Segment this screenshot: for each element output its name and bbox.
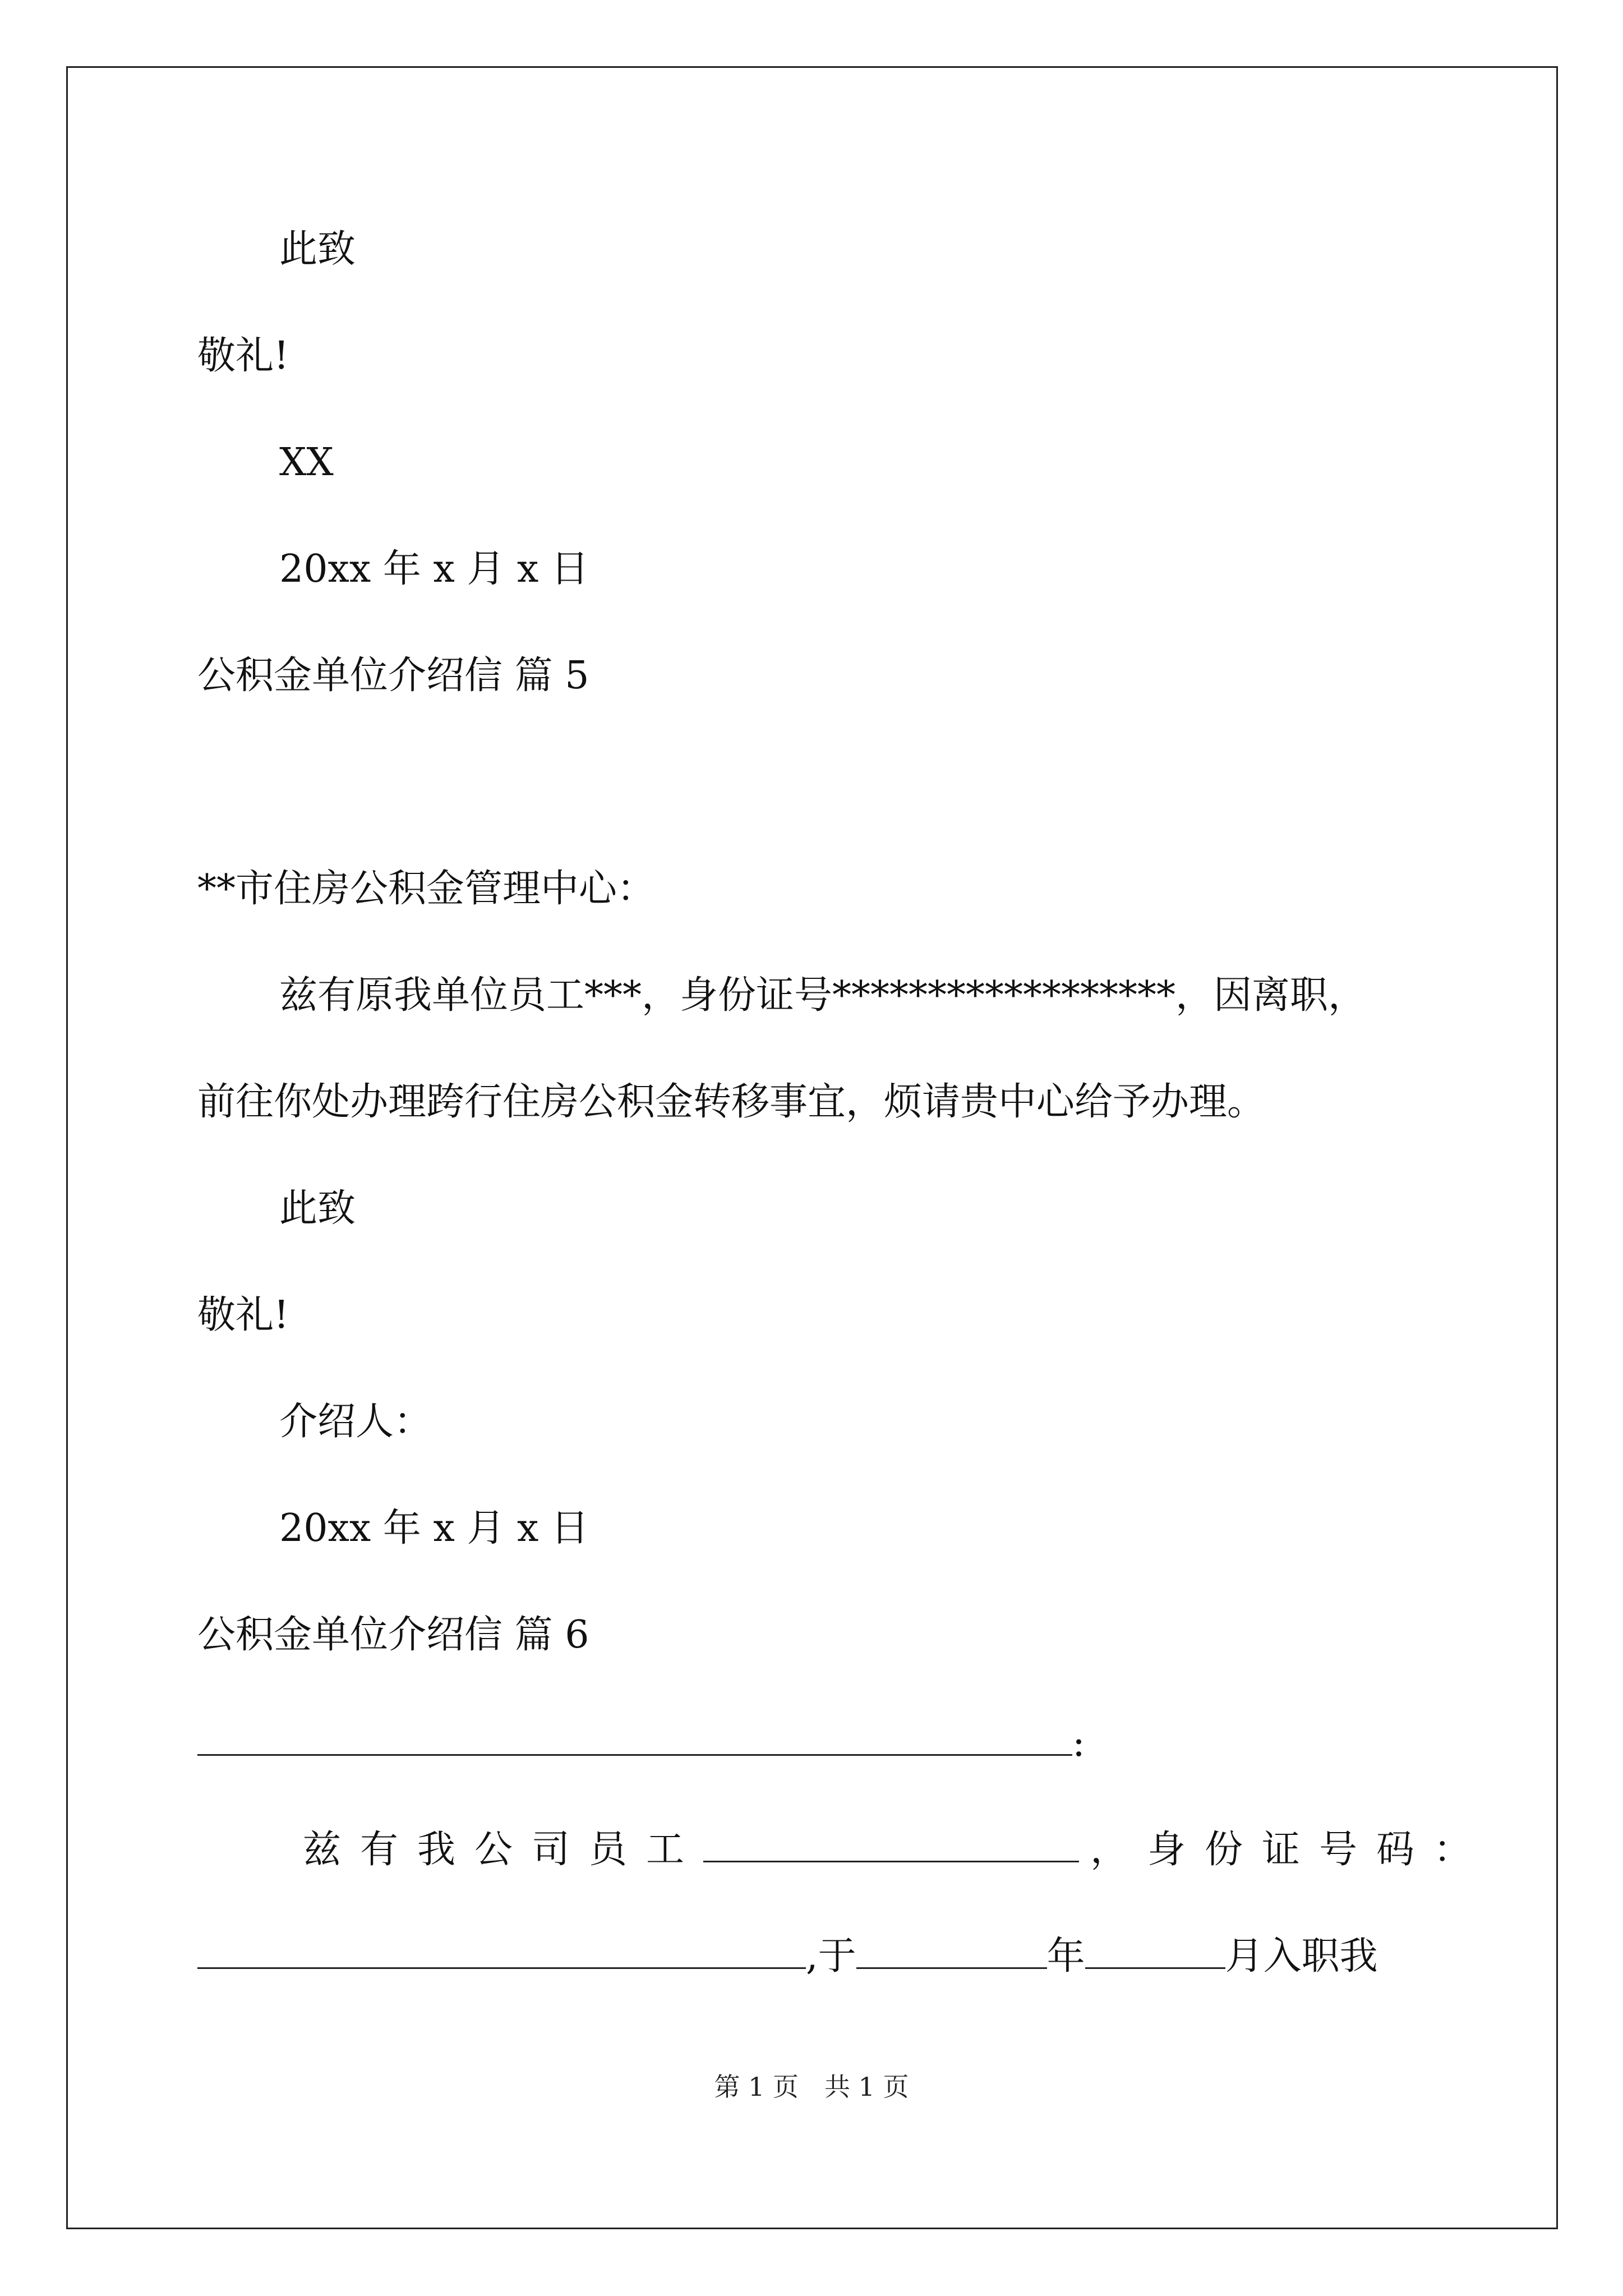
body-line1 (303, 1826, 1491, 1872)
page-border (66, 66, 1558, 2229)
id-number-blank (197, 1932, 806, 1969)
signature: XX (279, 440, 334, 485)
introducer-label: 介绍人： (279, 1400, 432, 1444)
recipient-blank (197, 1719, 1072, 1756)
closing-jingli: 敬礼! (197, 1293, 289, 1337)
body-paragraph-line2: 前往你处办理跨行住房公积金转移事宜，烦请贵中心给予办理。 (197, 1080, 1266, 1124)
employee-name-blank (703, 1826, 1079, 1862)
closing-jingli: 敬礼! (197, 334, 289, 378)
body-paragraph-line1: 兹有原我单位员工***，身份证号******************，因离职， (279, 973, 1367, 1018)
body-line2-end: 月入职我 (1225, 1934, 1378, 1978)
closing-cizhi: 此致 (279, 227, 356, 272)
closing-cizhi: 此致 (279, 1186, 356, 1231)
body-line1-text-b: ，身份证号码： (1090, 1828, 1491, 1872)
body-line1-text-a: 兹有我公司员工 (303, 1828, 704, 1872)
page-footer: 第 1 页 共 1 页 (714, 2072, 909, 2102)
recipient-colon: : (1072, 1721, 1085, 1765)
year-blank (856, 1932, 1047, 1969)
letter-date: 20xx 年 x 月 x 日 (279, 547, 589, 591)
body-line2-year: 年 (1046, 1934, 1085, 1978)
recipient-line (197, 1719, 1085, 1766)
body-line2 (197, 1932, 1378, 1979)
body-line2-comma: ,于 (806, 1934, 856, 1978)
month-blank (1085, 1932, 1225, 1969)
letter-date: 20xx 年 x 月 x 日 (279, 1506, 589, 1550)
recipient: **市住房公积金管理中心： (197, 867, 656, 911)
section-heading-6: 公积金单位介绍信 篇 6 (197, 1613, 589, 1657)
section-heading-5: 公积金单位介绍信 篇 5 (197, 654, 589, 698)
